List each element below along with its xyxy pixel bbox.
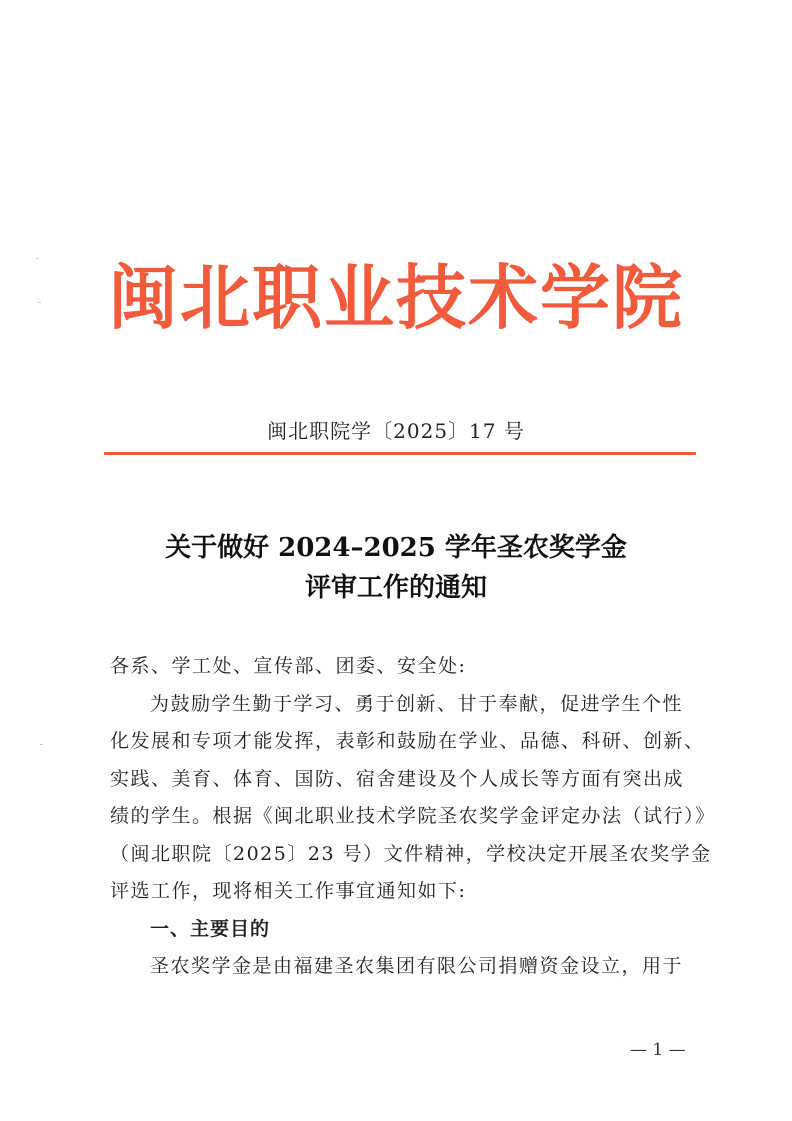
paragraph-line: 实践、美育、体育、国防、宿舍建设及个人成长等方面有突出成 [110,767,685,790]
section-heading: 一、主要目的 [150,917,271,940]
institution-masthead: 闽北职业技术学院 [108,256,684,339]
paragraph-line: 化发展和专项才能发挥，表彰和鼓励在学业、品德、科研、创新、 [110,730,705,752]
notice-title-line-1: 关于做好 2024–2025 学年圣农奖学金 [165,533,627,563]
paragraph-line: 圣农奖学金是由福建圣农集团有限公司捐赠资金设立，用于 [150,955,684,977]
addressee: 各系、学工处、宣传部、团委、安全处: [110,655,467,677]
scan-speck [40,744,43,745]
paragraph-line: 绩的学生。根据《闽北职业技术学院圣农奖学金评定办法（试行）》 [110,805,716,827]
notice-title [0,528,792,608]
scan-speck [38,302,41,303]
header-divider [104,452,696,455]
paragraph-line: 评选工作，现将相关工作事宜通知如下: [110,880,467,902]
scan-speck [36,258,39,259]
notice-title-line-2: 评审工作的通知 [304,573,487,603]
paragraph-line: （闽北职院〔2025〕23 号）文件精神，学校决定开展圣农奖学金 [110,842,712,865]
document-number: 闽北职院学〔2025〕17 号 [267,419,525,443]
paragraph-line: 为鼓励学生勤于学习、勇于创新、甘于奉献，促进学生个性 [150,692,684,715]
page-number: — 1 — [630,1040,686,1060]
notice-body [110,648,716,986]
